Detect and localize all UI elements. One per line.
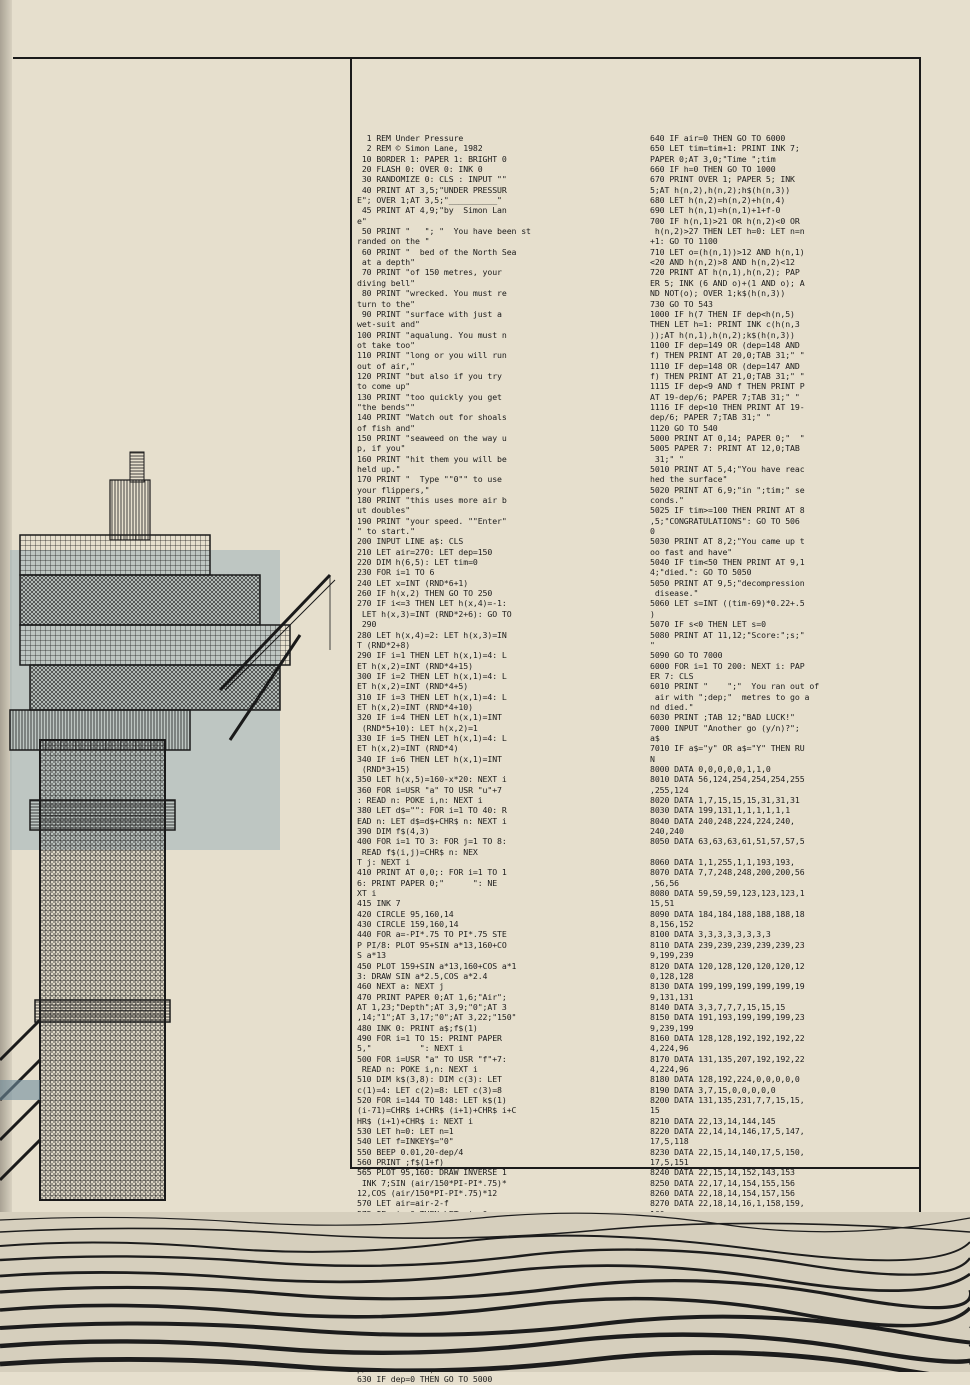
code-line: 6010 PRINT " ";" You ran out of bbox=[650, 681, 820, 692]
code-line: 140 PRINT "Watch out for shoals bbox=[357, 412, 507, 423]
code-line: 8040 DATA 240,248,224,224,240, bbox=[650, 815, 795, 826]
code-line: 520 FOR i=144 TO 148: LET k$(1) bbox=[357, 1094, 507, 1105]
rig-upper-deck bbox=[20, 535, 210, 575]
code-line: diving bell" bbox=[357, 277, 415, 288]
code-line: 1 REM Under Pressure bbox=[357, 133, 464, 143]
code-line: 50 PRINT " "; " You have been st bbox=[357, 226, 531, 237]
code-line: 415 INK 7 bbox=[357, 898, 401, 909]
code-line: 17,5,118 bbox=[650, 1136, 689, 1147]
code-line: 420 CIRCLE 95,160,14 bbox=[357, 908, 454, 919]
code-line: 5090 GO TO 7000 bbox=[650, 650, 723, 661]
code-line: ET h(x,2)=INT (RND*4+15) bbox=[357, 660, 473, 671]
code-line: 8270 DATA 22,18,14,16,1,158,159, bbox=[650, 1198, 805, 1209]
code-line: 360 FOR i=USR "a" TO USR "u"+7 bbox=[357, 784, 502, 795]
code-line: hed the surface" bbox=[650, 474, 728, 485]
code-line: " bbox=[650, 639, 655, 650]
code-line: p, if you" bbox=[357, 443, 406, 454]
code-line: 5;AT h(n,2),h(n,2);h$(h(n,3)) bbox=[650, 184, 791, 195]
code-line: disease." bbox=[650, 588, 699, 599]
code-line: 210 LET air=270: LET dep=150 bbox=[357, 546, 493, 557]
code-line: oo fast and have" bbox=[650, 546, 733, 557]
code-line: 510 DIM k$(3,8): DIM c(3): LET bbox=[357, 1074, 502, 1085]
code-line: 450 PLOT 159+SIN a*13,160+COS a*1 bbox=[357, 960, 517, 971]
code-line: 1115 IF dep<9 AND f THEN PRINT P bbox=[650, 381, 805, 392]
code-line: READ f$(i,j)=CHR$ n: NEX bbox=[357, 846, 478, 857]
code-line: 690 LET h(n,1)=h(n,1)+1+f-0 bbox=[650, 205, 781, 216]
code-line: AT 19-dep/6; PAPER 7;TAB 31;" " bbox=[650, 391, 800, 402]
code-line: randed on the " bbox=[357, 236, 430, 247]
code-line: 1000 IF h(7 THEN IF dep<h(n,5) bbox=[650, 308, 795, 319]
code-line: 8230 DATA 22,15,14,140,17,5,150, bbox=[650, 1146, 805, 1157]
code-line: 70 PRINT "of 150 metres, your bbox=[357, 267, 502, 278]
code-line: 390 DIM f$(4,3) bbox=[357, 826, 430, 837]
code-line: 565 PLOT 95,160: DRAW INVERSE 1 bbox=[357, 1167, 507, 1178]
code-line: nd died." bbox=[650, 701, 694, 712]
code-line: 460 NEXT a: NEXT j bbox=[357, 981, 444, 992]
code-line: 8170 DATA 131,135,207,192,192,22 bbox=[650, 1053, 805, 1064]
code-line: 300 IF i=2 THEN LET h(x,1)=4: L bbox=[357, 670, 507, 681]
code-line: 60 PRINT " bed of the North Sea bbox=[357, 246, 517, 257]
code-line: ut doubles" bbox=[357, 505, 411, 516]
code-line: ) bbox=[650, 608, 655, 619]
code-line: e" bbox=[357, 215, 367, 226]
code-line: 5040 IF tim<50 THEN PRINT AT 9,1 bbox=[650, 557, 805, 568]
code-line: 5," ": NEXT i bbox=[357, 1043, 464, 1054]
code-line: T (RND*2+8) bbox=[357, 639, 411, 650]
code-line: 560 PRINT ;f$(1+f) bbox=[357, 1157, 444, 1168]
code-line: 80 PRINT "wrecked. You must re bbox=[357, 288, 507, 299]
code-line: LET h(x,3)=INT (RND*2+6): GO TO bbox=[357, 608, 512, 619]
code-line: 8140 DATA 3,3,7,7,7,15,15,15 bbox=[650, 1001, 786, 1012]
code-line: 8010 DATA 56,124,254,254,254,255 bbox=[650, 774, 805, 785]
code-line: READ n: POKE i,n: NEXT i bbox=[357, 1063, 478, 1074]
code-line: EAD n: LET d$=d$+CHR$ n: NEXT i bbox=[357, 815, 507, 826]
code-line: 440 FOR a=-PI*.75 TO PI*.75 STE bbox=[357, 929, 507, 940]
code-line: 7010 IF a$="y" OR a$="Y" THEN RU bbox=[650, 743, 805, 754]
code-line: 5070 IF s<0 THEN LET s=0 bbox=[650, 619, 766, 630]
code-line: 110 PRINT "long or you will run bbox=[357, 350, 507, 361]
code-line: (i-71)=CHR$ i+CHR$ (i+1)+CHR$ i+C bbox=[357, 1105, 517, 1116]
code-line: at a depth" bbox=[357, 257, 415, 268]
sea-illustration bbox=[0, 1212, 970, 1372]
code-line: air with ";dep;" metres to go a bbox=[650, 691, 810, 702]
code-line: to come up" bbox=[357, 381, 411, 392]
code-line: 340 IF i=6 THEN LET h(x,1)=INT bbox=[357, 753, 502, 764]
code-line: ,255,124 bbox=[650, 784, 689, 795]
code-line: 670 PRINT OVER 1; PAPER 5; INK bbox=[650, 174, 795, 185]
code-line: 4,224,96 bbox=[650, 1063, 689, 1074]
code-line: 330 IF i=5 THEN LET h(x,1)=4: L bbox=[357, 732, 507, 743]
code-line: 8240 DATA 22,15,14,152,143,153 bbox=[650, 1167, 795, 1178]
code-line: 8020 DATA 1,7,15,15,15,31,31,31 bbox=[650, 795, 800, 805]
code-line: 8260 DATA 22,18,14,154,157,156 bbox=[650, 1188, 795, 1199]
code-line: : READ n: POKE i,n: NEXT i bbox=[357, 795, 483, 805]
code-line: 1116 IF dep<10 THEN PRINT AT 19- bbox=[650, 401, 805, 412]
code-line: 8190 DATA 3,7,15,0,0,0,0,0 bbox=[650, 1084, 776, 1095]
code-line: 680 LET h(n,2)=h(n,2)+h(n,4) bbox=[650, 195, 786, 206]
code-line: held up." bbox=[357, 464, 401, 474]
code-line: 8080 DATA 59,59,59,123,123,123,1 bbox=[650, 888, 805, 899]
code-line: 5010 PRINT AT 5,4;"You have reac bbox=[650, 464, 805, 474]
code-line: 150 PRINT "seaweed on the way u bbox=[357, 432, 507, 443]
code-line: 0 bbox=[650, 526, 655, 537]
code-line: your flippers," bbox=[357, 484, 430, 495]
code-line: 650 LET tim=tim+1: PRINT INK 7; bbox=[650, 143, 800, 154]
code-line: 4,224,96 bbox=[650, 1043, 689, 1054]
code-line: 480 INK 0: PRINT a$;f$(1) bbox=[357, 1022, 478, 1033]
code-line: "the bends"" bbox=[357, 401, 415, 412]
code-line: ET h(x,2)=INT (RND*4+5) bbox=[357, 681, 469, 692]
code-line: h(n,2)>27 THEN LET h=0: LET n=n bbox=[650, 226, 805, 237]
code-line: 8030 DATA 199,131,1,1,1,1,1,1 bbox=[650, 805, 791, 816]
code-line: 2 REM © Simon Lane, 1982 bbox=[357, 143, 483, 154]
code-line: 8130 DATA 199,199,199,199,199,19 bbox=[650, 981, 805, 992]
code-line: 4;"died.": GO TO 5050 bbox=[650, 567, 752, 578]
code-line: f) THEN PRINT AT 20,0;TAB 31;" " bbox=[650, 350, 805, 361]
code-line: 9,131,131 bbox=[650, 991, 694, 1002]
code-line: 290 IF i=1 THEN LET h(x,1)=4: L bbox=[357, 650, 507, 661]
code-line: ET h(x,2)=INT (RND*4+10) bbox=[357, 701, 473, 712]
code-line: 8220 DATA 22,14,14,146,17,5,147, bbox=[650, 1126, 805, 1136]
code-line: 8070 DATA 7,7,248,248,200,200,56 bbox=[650, 867, 805, 878]
rig-mast bbox=[130, 452, 144, 482]
code-line: 6000 FOR i=1 TO 200: NEXT i: PAP bbox=[650, 660, 805, 671]
code-line: 320 IF i=4 THEN LET h(x,1)=INT bbox=[357, 712, 502, 723]
code-line: conds." bbox=[650, 495, 684, 506]
code-line: 180 PRINT "this uses more air b bbox=[357, 495, 507, 506]
code-line: 10 BORDER 1: PAPER 1: BRIGHT 0 bbox=[357, 153, 507, 164]
code-line: out of air," bbox=[357, 360, 415, 371]
code-line: P PI/8: PLOT 95+SIN a*13,160+CO bbox=[357, 939, 507, 950]
code-line: 5005 PAPER 7: PRINT AT 12,0;TAB bbox=[650, 443, 800, 454]
code-line: 15 bbox=[650, 1105, 660, 1116]
listing-right-column bbox=[650, 133, 915, 1374]
rig-leg-collar bbox=[30, 800, 175, 830]
code-line: 5080 PRINT AT 11,12;"Score:";s;" bbox=[650, 629, 805, 640]
code-line: <20 AND h(n,2)>8 AND h(n,2)<12 bbox=[650, 257, 795, 268]
code-line: 410 PRINT AT 0,0;: FOR i=1 TO 1 bbox=[357, 867, 507, 878]
code-line: 350 LET h(x,5)=160-x*20: NEXT i bbox=[357, 774, 507, 785]
code-line: HR$ (i+1)+CHR$ i: NEXT i bbox=[357, 1115, 473, 1126]
code-line: 8,156,152 bbox=[650, 919, 694, 930]
code-line: S a*13 bbox=[357, 950, 386, 961]
code-line: 1120 GO TO 540 bbox=[650, 422, 718, 433]
code-line: 5060 LET s=INT ((tim-69)*0.22+.5 bbox=[650, 598, 805, 609]
code-line: XT i bbox=[357, 888, 377, 899]
code-line: 660 IF h=0 THEN GO TO 1000 bbox=[650, 164, 776, 175]
code-line: 130 PRINT "too quickly you get bbox=[357, 391, 502, 402]
code-line: 550 BEEP 0.01,20-dep/4 bbox=[357, 1146, 464, 1157]
rig-lower-deck bbox=[30, 665, 280, 710]
code-line: ER 5; INK (6 AND o)+(1 AND o); A bbox=[650, 277, 805, 288]
code-line: of fish and" bbox=[357, 422, 415, 433]
code-line: AT 1,23;"Depth";AT 3,9;"0";AT 3 bbox=[357, 1001, 507, 1012]
code-line: a$ bbox=[650, 732, 660, 743]
code-line: 240 LET x=INT (RND*6+1) bbox=[357, 577, 469, 588]
code-line: 3: DRAW SIN a*2.5,COS a*2.4 bbox=[357, 970, 488, 981]
code-line: 240,240 bbox=[650, 826, 684, 837]
code-line: 490 FOR i=1 TO 15: PRINT PAPER bbox=[357, 1032, 502, 1043]
code-line: ,14;"1";AT 3,17;"0";AT 3,22;"150" bbox=[357, 1012, 517, 1023]
code-line: N bbox=[650, 753, 655, 764]
code-line: 12,COS (air/150*PI-PI*.75)*12 bbox=[357, 1188, 498, 1199]
code-line: 290 bbox=[357, 619, 377, 630]
code-line: 430 CIRCLE 159,160,14 bbox=[357, 919, 459, 930]
code-line: ND NOT(o); OVER 1;k$(h(n,3)) bbox=[650, 288, 786, 299]
code-line: (RND*3+15) bbox=[357, 763, 411, 774]
code-line: 5000 PRINT AT 0,14; PAPER 0;" " bbox=[650, 432, 805, 443]
code-line: 8150 DATA 191,193,199,199,199,23 bbox=[650, 1012, 805, 1023]
code-line: ));AT h(n,1),h(n,2);k$(h(n,3)) bbox=[650, 329, 795, 340]
code-line: 8250 DATA 22,17,14,154,155,156 bbox=[650, 1177, 795, 1188]
code-line: 640 IF air=0 THEN GO TO 6000 bbox=[650, 133, 786, 143]
code-line: 160 PRINT "hit them you will be bbox=[357, 453, 507, 464]
code-line: 17,5,151 bbox=[650, 1157, 689, 1168]
code-line: 8000 DATA 0,0,0,0,0,1,1,0 bbox=[650, 763, 771, 774]
code-line: 400 FOR i=1 TO 3: FOR j=1 TO 8: bbox=[357, 836, 507, 847]
code-line: 280 LET h(x,4)=2: LET h(x,3)=IN bbox=[357, 629, 507, 640]
code-line: THEN LET h=1: PRINT INK c(h(n,3 bbox=[650, 319, 800, 330]
code-line: 540 LET f=INKEY$="0" bbox=[357, 1136, 454, 1147]
rig-module bbox=[20, 575, 260, 625]
code-line: 8090 DATA 184,184,188,188,188,18 bbox=[650, 908, 805, 919]
code-line: (RND*5+10): LET h(x,2)=1 bbox=[357, 722, 478, 733]
code-line: ET h(x,2)=INT (RND*4) bbox=[357, 743, 459, 754]
code-line bbox=[650, 847, 915, 857]
code-line: c(1)=4: LET c(2)=8: LET c(3)=8 bbox=[357, 1084, 502, 1095]
code-line: 15,51 bbox=[650, 898, 675, 909]
code-line: ot take too" bbox=[357, 339, 415, 350]
code-line: 90 PRINT "surface with just a bbox=[357, 308, 502, 319]
code-line: 1110 IF dep=148 OR (dep=147 AND bbox=[650, 360, 800, 371]
code-line: 100 PRINT "aqualung. You must n bbox=[357, 329, 507, 340]
code-line: 1100 IF dep=149 OR (dep=148 AND bbox=[650, 339, 800, 350]
code-line: 5050 PRINT AT 9,5;"decompression bbox=[650, 577, 805, 588]
oil-rig-illustration bbox=[0, 440, 350, 1220]
code-line: 530 LET h=0: LET n=1 bbox=[357, 1126, 454, 1136]
code-line: 170 PRINT " Type ""0"" to use bbox=[357, 474, 502, 485]
code-line: 470 PRINT PAPER 0;AT 1,6;"Air"; bbox=[357, 991, 507, 1002]
code-line: 380 LET d$="": FOR i=1 TO 40: R bbox=[357, 805, 507, 816]
code-line: 310 IF i=3 THEN LET h(x,1)=4: L bbox=[357, 691, 507, 702]
code-line: dep/6; PAPER 7;TAB 31;" " bbox=[650, 412, 771, 423]
code-line: ,5;"CONGRATULATIONS": GO TO 506 bbox=[650, 515, 800, 526]
code-line: 8180 DATA 128,192,224,0,0,0,0,0 bbox=[650, 1074, 800, 1085]
code-line: 8060 DATA 1,1,255,1,1,193,193, bbox=[650, 857, 795, 868]
code-line: turn to the" bbox=[357, 298, 415, 309]
code-line: 500 FOR i=USR "a" TO USR "f"+7: bbox=[357, 1053, 507, 1064]
code-line: 8200 DATA 131,135,231,7,7,15,15, bbox=[650, 1094, 805, 1105]
code-line: 8100 DATA 3,3,3,3,3,3,3,3 bbox=[650, 929, 771, 940]
code-line: 220 DIM h(6,5): LET tim=0 bbox=[357, 557, 478, 568]
code-line: " to start." bbox=[357, 526, 415, 537]
rig-tower bbox=[110, 480, 150, 540]
code-line: 7000 INPUT "Another go (y/n)?"; bbox=[650, 722, 800, 733]
code-line: 8160 DATA 128,128,192,192,192,22 bbox=[650, 1032, 805, 1043]
code-line: 8110 DATA 239,239,239,239,239,23 bbox=[650, 939, 805, 950]
code-line: INK 7;SIN (air/150*PI-PI*.75)* bbox=[357, 1177, 507, 1188]
code-line: E"; OVER 1;AT 3,5;"__________" bbox=[357, 195, 502, 206]
code-line: 200 INPUT LINE a$: CLS bbox=[357, 536, 464, 547]
code-line: +1: GO TO 1100 bbox=[650, 236, 718, 247]
code-line: 5030 PRINT AT 8,2;"You came up t bbox=[650, 536, 805, 547]
code-line: 8120 DATA 120,128,120,120,120,12 bbox=[650, 960, 805, 971]
code-line: f) THEN PRINT AT 21,0;TAB 31;" " bbox=[650, 370, 805, 381]
code-line: 0,128,128 bbox=[650, 970, 694, 981]
code-line: 31;" " bbox=[650, 453, 684, 464]
code-line: 40 PRINT AT 3,5;"UNDER PRESSUR bbox=[357, 184, 507, 195]
code-line: 8050 DATA 63,63,63,61,51,57,57,5 bbox=[650, 836, 805, 847]
code-line: ,56,56 bbox=[650, 877, 679, 888]
code-line: 270 IF i<=3 THEN LET h(x,4)=-1: bbox=[357, 598, 507, 609]
code-line: 20 FLASH 0: OVER 0: INK 0 bbox=[357, 164, 483, 175]
code-line: 570 LET air=air-2-f bbox=[357, 1198, 449, 1209]
code-line: 6030 PRINT ;TAB 12;"BAD LUCK!" bbox=[650, 712, 795, 723]
code-line: 5025 IF tim>=100 THEN PRINT AT 8 bbox=[650, 505, 805, 516]
code-line: PAPER 0;AT 3,0;"Time ";tim bbox=[650, 153, 776, 164]
code-line: 720 PRINT AT h(n,1),h(n,2); PAP bbox=[650, 267, 800, 278]
code-line: 190 PRINT "your speed. ""Enter" bbox=[357, 515, 507, 526]
code-line: 700 IF h(n,1)>21 OR h(n,2)<0 OR bbox=[650, 215, 800, 226]
code-line: 30 RANDOMIZE 0: CLS : INPUT "" bbox=[357, 174, 507, 185]
code-line: 230 FOR i=1 TO 6 bbox=[357, 567, 435, 578]
code-line: 630 IF dep=0 THEN GO TO 5000 bbox=[357, 1374, 493, 1385]
code-line: 9,199,239 bbox=[650, 950, 694, 961]
code-line: 260 IF h(x,2) THEN GO TO 250 bbox=[357, 588, 493, 599]
code-line: 9,239,199 bbox=[650, 1022, 694, 1033]
code-line: 5020 PRINT AT 6,9;"in ";tim;" se bbox=[650, 484, 805, 495]
code-line: 710 LET o=(h(n,1))>12 AND h(n,1) bbox=[650, 246, 805, 257]
code-line: wet-suit and" bbox=[357, 319, 420, 330]
code-line: 8210 DATA 22,13,14,144,145 bbox=[650, 1115, 776, 1126]
code-line: ER 7: CLS bbox=[650, 670, 694, 681]
listing-left-column bbox=[357, 133, 647, 1385]
code-line: T j: NEXT i bbox=[357, 857, 411, 868]
code-line: 120 PRINT "but also if you try bbox=[357, 370, 502, 381]
code-line: 6: PRINT PAPER 0;" ": NE bbox=[357, 877, 498, 888]
code-line: 45 PRINT AT 4,9;"by Simon Lan bbox=[357, 205, 507, 216]
code-line: 730 GO TO 543 bbox=[650, 298, 713, 309]
